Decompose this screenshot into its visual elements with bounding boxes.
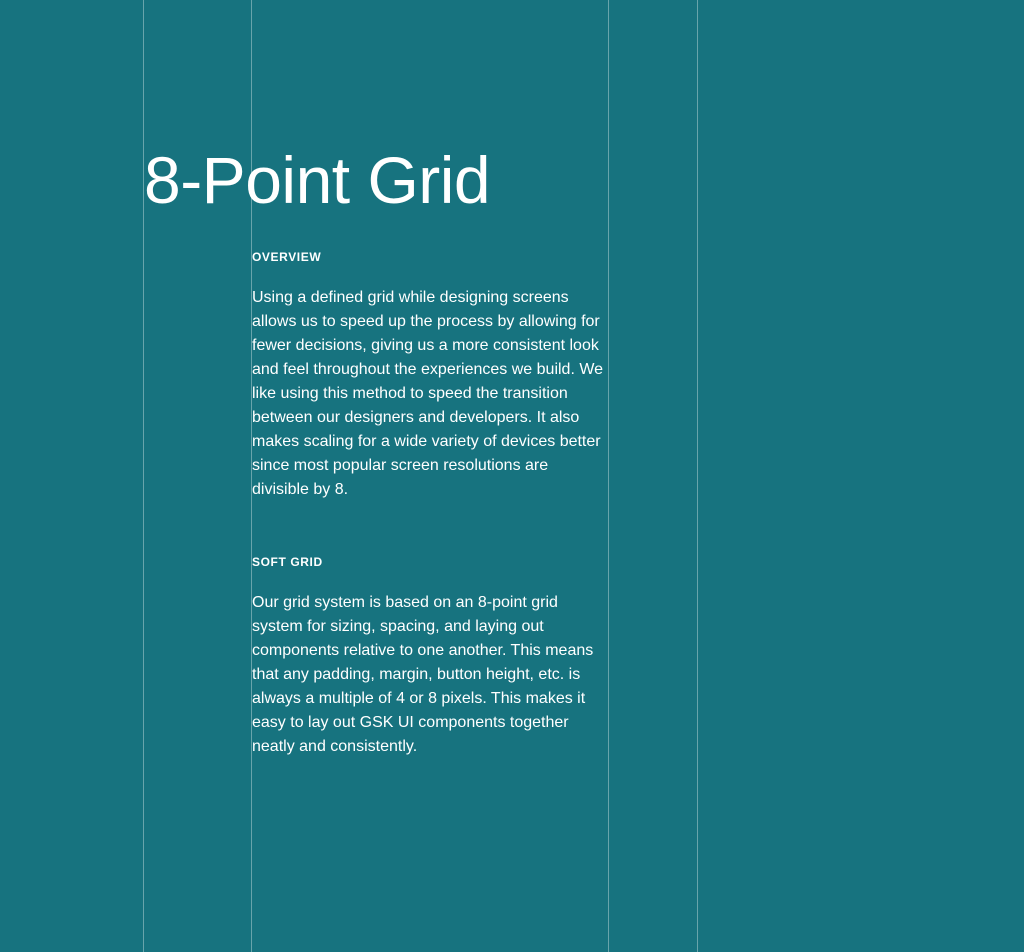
- grid-guide-line: [697, 0, 698, 952]
- soft-grid-section: [252, 555, 608, 759]
- overview-label: OVERVIEW: [252, 250, 322, 264]
- soft-grid-label: SOFT GRID: [252, 555, 323, 569]
- overview-section: [252, 250, 608, 502]
- overview-body: Using a defined grid while designing screens allows us to speed up the process by allowing for fewer decisions, giving us a more consistent look and feel throughout the experiences we build. We like using this method to speed the transition between our designers and developers. It also makes scaling for a wide variety of devices better since most popular screen resolutions are divisible by 8.: [252, 289, 604, 498]
- page-title: 8-Point Grid: [144, 143, 491, 217]
- grid-guide-line: [608, 0, 609, 952]
- soft-grid-body: Our grid system is based on an 8-point grid system for sizing, spacing, and laying out components relative to one another. This means that any padding, margin, button height, etc. is always a multiple of 4 or 8 pixels. This makes it easy to lay out GSK UI components together neatly and consistently.: [252, 594, 594, 755]
